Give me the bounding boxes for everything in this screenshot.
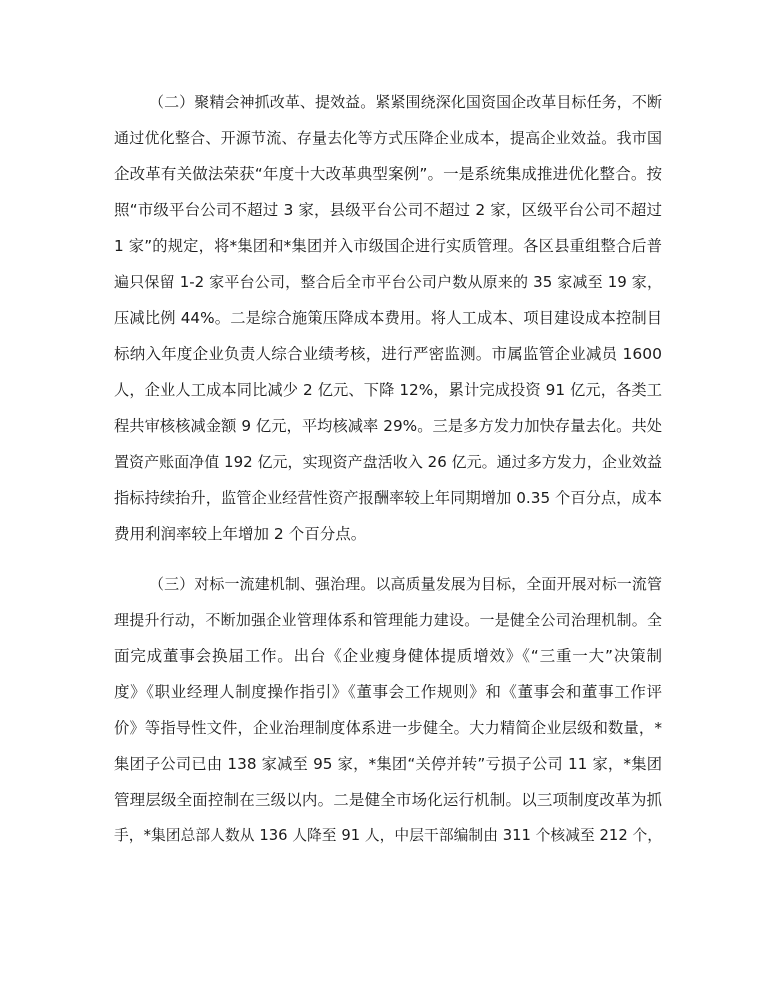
text-line: 照“市级平台公司不超过 3 家，县级平台公司不超过 2 家，区级平台公司不超过 <box>114 201 662 219</box>
text-line: 指标持续抬升，监管企业经营性资产报酬率较上年同期增加 0.35 个百分点，成本 <box>114 489 662 507</box>
text-line: 1 家”的规定，将*集团和*集团并入市级国企进行实质管理。各区县重组整合后普 <box>114 237 662 255</box>
text-line: 遍只保留 1-2 家平台公司，整合后全市平台公司户数从原来的 35 家减至 19 家， <box>114 273 662 291</box>
text-line: 费用利润率较上年增加 2 个百分点。 <box>114 525 367 543</box>
text-line: 理提升行动，不断加强企业管理体系和管理能力建设。一是健全公司治理机制。全 <box>114 611 662 629</box>
text-line: 人，企业人工成本同比减少 2 亿元、下降 12%，累计完成投资 91 亿元，各类工 <box>114 381 662 399</box>
text-line: 标纳入年度企业负责人综合业绩考核，进行严密监测。市属监管企业减员 1600 <box>114 345 662 363</box>
text-line: 压减比例 44%。二是综合施策压降成本费用。将人工成本、项目建设成本控制目 <box>114 309 662 327</box>
text-line: （三）对标一流建机制、强治理。以高质量发展为目标，全面开展对标一流管 <box>149 575 662 593</box>
text-line: 面完成董事会换届工作。出台《企业瘦身健体提质增效》《“三重一大”决策制 <box>114 647 662 665</box>
text-line: 置资产账面净值 192 亿元，实现资产盘活收入 26 亿元。通过多方发力，企业效益 <box>114 453 662 471</box>
text-line: （二）聚精会神抓改革、提效益。紧紧围绕深化国资国企改革目标任务，不断 <box>149 93 662 111</box>
text-line: 通过优化整合、开源节流、存量去化等方式压降企业成本，提高企业效益。我市国 <box>114 129 662 147</box>
text-line: 价》等指导性文件，企业治理制度体系进一步健全。大力精简企业层级和数量，* <box>114 719 662 737</box>
text-line: 程共审核核减金额 9 亿元，平均核减率 29%。三是多方发力加快存量去化。共处 <box>114 417 662 435</box>
text-line: 手，*集团总部人数从 136 人降至 91 人，中层干部编制由 311 个核减至 212 个， <box>114 827 662 844</box>
text-line: 度》《职业经理人制度操作指引》《董事会工作规则》和《董事会和董事工作评 <box>114 683 662 701</box>
text-line: 管理层级全面控制在三级以内。二是健全市场化运行机制。以三项制度改革为抓 <box>114 791 662 809</box>
text-line: 集团子公司已由 138 家减至 95 家，*集团“关停并转”亏损子公司 11 家，*集团 <box>114 755 662 773</box>
text-line: 企改革有关做法荣获“年度十大改革典型案例”。一是系统集成推进优化整合。按 <box>114 165 662 183</box>
